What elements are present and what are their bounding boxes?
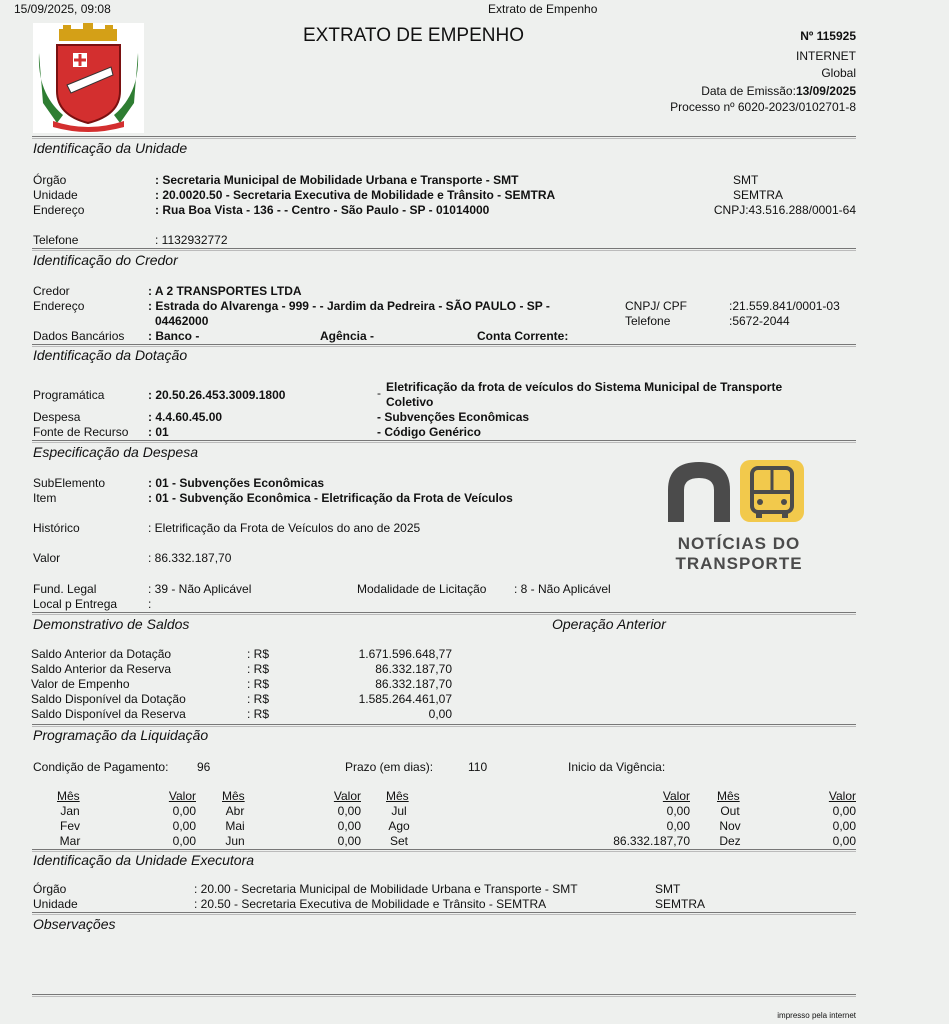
saldo-label: Saldo Anterior da Dotação bbox=[31, 647, 172, 661]
value-conta-corrente: Conta Corrente: bbox=[477, 329, 569, 343]
section-especificacao-despesa: Especificação da Despesa bbox=[33, 444, 198, 460]
label-orgao-executora: Órgão bbox=[33, 882, 67, 896]
value-cnpj-cpf: :21.559.841/0001-03 bbox=[729, 299, 840, 313]
section-operacao-anterior: Operação Anterior bbox=[552, 616, 666, 632]
saldo-value: 1.585.264.461,07 bbox=[358, 692, 452, 706]
month-value-cell: 0,00 bbox=[337, 819, 361, 833]
valor-header: Valor bbox=[333, 789, 361, 803]
saldo-row bbox=[31, 677, 456, 692]
label-subelemento: SubElemento bbox=[33, 476, 106, 490]
mes-header: Mês bbox=[57, 789, 80, 803]
section-identificacao-unidade: Identificação da Unidade bbox=[33, 140, 188, 156]
month-cell: Mar bbox=[59, 834, 81, 848]
sigla-orgao: SMT bbox=[733, 173, 759, 187]
divider bbox=[32, 136, 856, 139]
label-endereco-credor: Endereço bbox=[33, 299, 85, 313]
value-unidade: : 20.0020.50 - Secretaria Executiva de Mobilidade e Trânsito - SEMTRA bbox=[155, 188, 556, 202]
tipo-label: Global bbox=[821, 66, 856, 80]
value-agencia: Agência - bbox=[320, 329, 375, 343]
sigla-orgao-executora: SMT bbox=[655, 882, 681, 896]
month-cell: Jun bbox=[225, 834, 245, 848]
mes-header: Mês bbox=[222, 789, 245, 803]
month-cell: Dez bbox=[719, 834, 741, 848]
saldo-label: Valor de Empenho bbox=[31, 677, 130, 691]
label-unidade-executora: Unidade bbox=[33, 897, 78, 911]
label-condicao-pagamento: Condição de Pagamento: bbox=[33, 760, 169, 774]
saldo-label: Saldo Anterior da Reserva bbox=[31, 662, 172, 676]
value-fonte-recurso: : 01 bbox=[148, 425, 169, 439]
label-fonte-recurso: Fonte de Recurso bbox=[33, 425, 129, 439]
month-value-cell: 0,00 bbox=[337, 804, 361, 818]
valor-header: Valor bbox=[168, 789, 196, 803]
month-value-cell: 0,00 bbox=[666, 804, 690, 818]
print-datetime: 15/09/2025, 09:08 bbox=[14, 2, 111, 16]
month-cell: Nov bbox=[719, 819, 741, 833]
saldo-currency: : R$ bbox=[247, 662, 270, 676]
month-cell: Ago bbox=[388, 819, 410, 833]
dash-programatica: - bbox=[377, 386, 381, 400]
desc-despesa: - Subvenções Econômicas bbox=[377, 410, 530, 424]
value-fund-legal: : 39 - Não Aplicável bbox=[148, 582, 252, 596]
empenho-number: Nº 115925 bbox=[800, 29, 856, 43]
mes-header: Mês bbox=[386, 789, 409, 803]
value-programatica: : 20.50.26.453.3009.1800 bbox=[148, 388, 286, 402]
saldo-label: Saldo Disponível da Reserva bbox=[31, 707, 186, 721]
value-historico: : Eletrificação da Frota de Veículos do ano de 2025 bbox=[148, 521, 421, 535]
month-value-cell: 0,00 bbox=[172, 834, 196, 848]
section-demonstrativo-saldos: Demonstrativo de Saldos bbox=[33, 616, 190, 632]
divider bbox=[32, 440, 856, 443]
value-orgao: : Secretaria Municipal de Mobilidade Urbana e Transporte - SMT bbox=[155, 173, 519, 187]
month-value-cell: 0,00 bbox=[172, 804, 196, 818]
value-endereco-credor: : Estrada do Alvarenga - 999 - - Jardim da Pedreira - SÃO PAULO - SP - bbox=[148, 299, 550, 313]
label-credor: Credor bbox=[33, 284, 70, 298]
value-credor: : A 2 TRANSPORTES LTDA bbox=[148, 284, 302, 298]
label-unidade: Unidade bbox=[33, 188, 78, 202]
month-cell: Jul bbox=[391, 804, 407, 818]
saldo-value: 86.332.187,70 bbox=[375, 662, 452, 676]
month-value-cell: 86.332.187,70 bbox=[613, 834, 690, 848]
month-cell: Set bbox=[389, 834, 408, 848]
label-endereco: Endereço bbox=[33, 203, 85, 217]
month-cell: Abr bbox=[225, 804, 245, 818]
canal-label: INTERNET bbox=[796, 49, 856, 63]
emission-date: Data de Emissão:13/09/2025 bbox=[701, 84, 856, 98]
value-unidade-executora: : 20.50 - Secretaria Executiva de Mobilidade e Trânsito - SEMTRA bbox=[194, 897, 547, 911]
saldo-value: 1.671.596.648,77 bbox=[358, 647, 452, 661]
processo-number: Processo nº 6020-2023/0102701-8 bbox=[670, 100, 856, 114]
value-orgao-executora: : 20.00 - Secretaria Municipal de Mobilidade Urbana e Transporte - SMT bbox=[194, 882, 578, 896]
label-item: Item bbox=[33, 491, 57, 505]
divider bbox=[32, 994, 856, 997]
coat-of-arms-logo bbox=[33, 23, 144, 133]
saldo-currency: : R$ bbox=[247, 692, 270, 706]
section-programacao-liquidacao: Programação da Liquidação bbox=[33, 727, 209, 743]
divider bbox=[32, 612, 856, 615]
desc-programatica-cont: Coletivo bbox=[386, 395, 434, 409]
label-despesa: Despesa bbox=[33, 410, 81, 424]
sigla-unidade: SEMTRA bbox=[733, 188, 784, 202]
logo-text-line2: TRANSPORTE bbox=[675, 554, 803, 573]
desc-fonte-recurso: - Código Genérico bbox=[377, 425, 482, 439]
label-programatica: Programática bbox=[33, 388, 105, 402]
saldo-currency: : R$ bbox=[247, 707, 270, 721]
label-valor: Valor bbox=[33, 551, 61, 565]
label-modalidade: Modalidade de Licitação bbox=[357, 582, 487, 596]
value-item: : 01 - Subvenção Econômica - Eletrificação da Frota de Veículos bbox=[148, 491, 513, 505]
section-identificacao-credor: Identificação do Credor bbox=[33, 252, 178, 268]
label-orgao: Órgão bbox=[33, 173, 67, 187]
logo-text-line1: NOTÍCIAS DO bbox=[677, 534, 801, 553]
saldo-row bbox=[31, 692, 456, 707]
footer-impresso: impresso pela internet bbox=[777, 1011, 856, 1020]
saldo-currency: : R$ bbox=[247, 647, 270, 661]
valor-header: Valor bbox=[828, 789, 856, 803]
section-unidade-executora: Identificação da Unidade Executora bbox=[33, 852, 255, 868]
saldo-row bbox=[31, 647, 456, 662]
value-telefone-credor: :5672-2044 bbox=[729, 314, 790, 328]
divider bbox=[32, 248, 856, 251]
value-cep-credor: 04462000 bbox=[155, 314, 209, 328]
value-endereco: : Rua Boa Vista - 136 - - Centro - São Paulo - SP - 01014000 bbox=[155, 203, 490, 217]
month-value-cell: 0,00 bbox=[666, 819, 690, 833]
saldo-row bbox=[31, 662, 456, 677]
month-cell: Out bbox=[720, 804, 740, 818]
value-subelemento: : 01 - Subvenções Econômicas bbox=[148, 476, 325, 490]
label-historico: Histórico bbox=[33, 521, 80, 535]
month-cell: Jan bbox=[60, 804, 80, 818]
document-title: EXTRATO DE EMPENHO bbox=[303, 25, 524, 46]
label-dados-bancarios: Dados Bancários bbox=[33, 329, 125, 343]
saldo-currency: : R$ bbox=[247, 677, 270, 691]
value-local-entrega: : bbox=[148, 597, 152, 611]
month-cell: Mai bbox=[225, 819, 245, 833]
noticias-transporte-logo bbox=[664, 458, 814, 578]
print-title: Extrato de Empenho bbox=[488, 2, 598, 16]
month-value-cell: 0,00 bbox=[832, 819, 856, 833]
label-telefone: Telefone bbox=[33, 233, 79, 247]
value-modalidade: : 8 - Não Aplicável bbox=[514, 582, 611, 596]
sigla-unidade-executora: SEMTRA bbox=[655, 897, 706, 911]
value-condicao-pagamento: 96 bbox=[197, 760, 211, 774]
mes-header: Mês bbox=[717, 789, 740, 803]
value-valor: : 86.332.187,70 bbox=[148, 551, 232, 565]
label-fund-legal: Fund. Legal bbox=[33, 582, 97, 596]
section-observacoes: Observações bbox=[33, 916, 116, 932]
value-cnpj: CNPJ:43.516.288/0001-64 bbox=[713, 203, 856, 217]
label-local-entrega: Local p Entrega bbox=[33, 597, 118, 611]
month-value-cell: 0,00 bbox=[337, 834, 361, 848]
value-banco: : Banco - bbox=[148, 329, 200, 343]
month-value-cell: 0,00 bbox=[832, 834, 856, 848]
label-cnpj-cpf: CNPJ/ CPF bbox=[625, 299, 688, 313]
divider bbox=[32, 912, 856, 915]
section-identificacao-dotacao: Identificação da Dotação bbox=[33, 347, 188, 363]
month-cell: Fev bbox=[59, 819, 80, 833]
value-despesa: : 4.4.60.45.00 bbox=[148, 410, 223, 424]
value-prazo: 110 bbox=[468, 760, 488, 774]
saldo-row bbox=[31, 707, 456, 722]
label-inicio-vigencia: Inicio da Vigência: bbox=[568, 760, 666, 774]
month-value-cell: 0,00 bbox=[172, 819, 196, 833]
valor-header: Valor bbox=[662, 789, 690, 803]
label-telefone-credor: Telefone bbox=[625, 314, 671, 328]
saldo-label: Saldo Disponível da Dotação bbox=[31, 692, 186, 706]
label-prazo: Prazo (em dias): bbox=[345, 760, 434, 774]
bus-logo-icon bbox=[664, 458, 814, 524]
saldo-value: 0,00 bbox=[428, 707, 452, 721]
desc-programatica: Eletrificação da frota de veículos do Sistema Municipal de Transporte bbox=[386, 380, 783, 394]
value-telefone: : 1132932772 bbox=[155, 233, 228, 247]
month-value-cell: 0,00 bbox=[832, 804, 856, 818]
saldo-value: 86.332.187,70 bbox=[375, 677, 452, 691]
